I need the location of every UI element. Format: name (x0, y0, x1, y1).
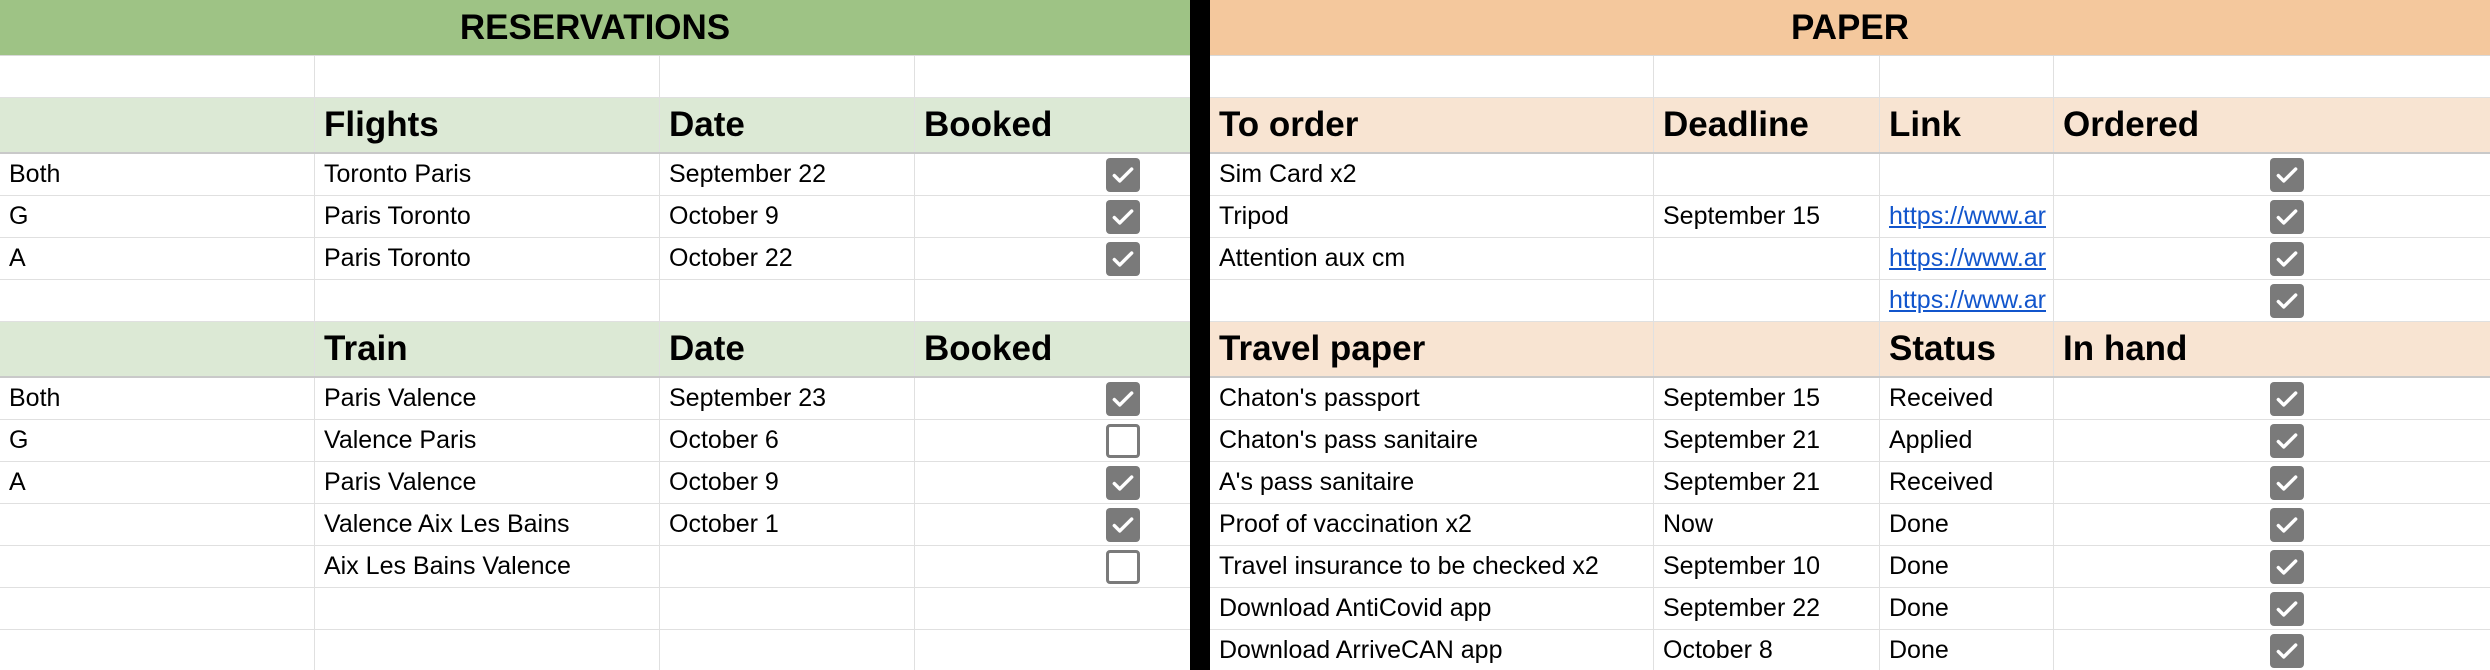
checkbox-checked-icon[interactable] (2270, 242, 2304, 276)
booked-cell[interactable] (915, 504, 1190, 545)
travel-row (1210, 504, 2490, 546)
deadline-cell[interactable] (1654, 154, 1880, 195)
empty-cell[interactable] (315, 588, 660, 629)
item-cell[interactable]: Download ArriveCAN app (1210, 630, 1654, 670)
flights-header-flights[interactable]: Flights (315, 98, 660, 152)
flight-row (0, 196, 1190, 238)
deadline-cell[interactable]: September 15 (1654, 196, 1880, 237)
blank-row (0, 630, 1190, 670)
travel-row (1210, 630, 2490, 670)
deadline-cell[interactable]: September 22 (1654, 588, 1880, 629)
deadline-cell[interactable]: September 21 (1654, 420, 1880, 461)
in-hand-cell[interactable] (2054, 546, 2490, 587)
who-cell[interactable]: Both (0, 378, 315, 419)
train-row (0, 546, 1190, 588)
empty-cell[interactable] (315, 630, 660, 670)
train-header-who[interactable] (0, 322, 315, 376)
item-cell[interactable]: Tripod (1210, 196, 1654, 237)
order-row (1210, 238, 2490, 280)
checkbox-checked-icon[interactable] (2270, 200, 2304, 234)
blank-row (0, 56, 1190, 98)
flight-row (0, 154, 1190, 196)
who-cell[interactable]: G (0, 420, 315, 461)
paper-panel (1210, 0, 2490, 670)
checkbox-checked-icon[interactable] (1106, 242, 1140, 276)
in-hand-cell[interactable] (2054, 588, 2490, 629)
in-hand-cell[interactable] (2054, 462, 2490, 503)
checkbox-checked-icon[interactable] (1106, 382, 1140, 416)
blank-row (0, 588, 1190, 630)
empty-cell[interactable] (660, 280, 915, 321)
checkbox-unchecked-icon[interactable] (1106, 424, 1140, 458)
travel-header-item[interactable]: Travel paper (1210, 322, 1654, 376)
blank-row (1210, 56, 2490, 98)
empty-cell[interactable] (0, 588, 315, 629)
booked-cell[interactable] (915, 378, 1190, 419)
checkbox-checked-icon[interactable] (2270, 424, 2304, 458)
empty-cell[interactable] (1654, 56, 1880, 97)
order-header-link[interactable]: Link (1880, 98, 2054, 152)
empty-cell[interactable] (660, 56, 915, 97)
item-cell[interactable]: Travel insurance to be checked x2 (1210, 546, 1654, 587)
item-cell[interactable]: Sim Card x2 (1210, 154, 1654, 195)
travel-header-in-hand[interactable]: In hand (2063, 329, 2188, 368)
train-header-train[interactable]: Train (315, 322, 660, 376)
empty-cell[interactable] (660, 630, 915, 670)
travel-table-body (1210, 378, 2490, 670)
link[interactable]: https://www.ar (1889, 244, 2046, 272)
link[interactable]: https://www.ar (1889, 286, 2046, 314)
booked-cell[interactable] (915, 546, 1190, 587)
empty-cell[interactable] (2054, 56, 2490, 97)
in-hand-cell[interactable] (2054, 630, 2490, 670)
status-cell[interactable]: Done (1880, 504, 2054, 545)
checkbox-checked-icon[interactable] (2270, 284, 2304, 318)
column-divider (1190, 0, 1210, 670)
blank-row (0, 280, 1190, 322)
in-hand-cell[interactable] (2054, 378, 2490, 419)
link-cell[interactable] (1880, 238, 2054, 279)
who-cell[interactable]: A (0, 238, 315, 279)
date-cell[interactable]: October 1 (660, 504, 915, 545)
travel-row (1210, 378, 2490, 420)
travel-row (1210, 546, 2490, 588)
checkbox-checked-icon[interactable] (2270, 382, 2304, 416)
deadline-cell[interactable] (1654, 280, 1880, 321)
booked-cell[interactable] (915, 420, 1190, 461)
who-cell[interactable] (0, 504, 315, 545)
reservations-title: RESERVATIONS (0, 0, 1190, 56)
checkbox-checked-icon[interactable] (2270, 158, 2304, 192)
empty-cell[interactable] (1210, 56, 1654, 97)
link-cell[interactable] (1880, 196, 2054, 237)
ordered-cell[interactable] (2054, 280, 2490, 321)
booked-cell[interactable] (915, 154, 1190, 195)
booked-cell[interactable] (915, 462, 1190, 503)
status-cell[interactable]: Received (1880, 462, 2054, 503)
date-cell[interactable]: October 9 (660, 462, 915, 503)
empty-cell[interactable] (915, 56, 1190, 97)
status-cell[interactable]: Done (1880, 630, 2054, 670)
checkbox-checked-icon[interactable] (1106, 508, 1140, 542)
order-header-item[interactable]: To order (1210, 98, 1654, 152)
route-cell[interactable]: Paris Toronto (315, 196, 660, 237)
empty-cell[interactable] (315, 56, 660, 97)
booked-cell[interactable] (915, 196, 1190, 237)
order-row (1210, 196, 2490, 238)
who-cell[interactable]: A (0, 462, 315, 503)
who-cell[interactable]: G (0, 196, 315, 237)
checkbox-checked-icon[interactable] (1106, 200, 1140, 234)
ordered-cell[interactable] (2054, 238, 2490, 279)
checkbox-unchecked-icon[interactable] (1106, 550, 1140, 584)
item-cell[interactable]: Chaton's passport (1210, 378, 1654, 419)
checkbox-checked-icon[interactable] (1106, 158, 1140, 192)
flights-table-body (0, 154, 1190, 280)
link[interactable]: https://www.ar (1889, 202, 2046, 230)
empty-cell[interactable] (660, 588, 915, 629)
train-row (0, 378, 1190, 420)
checkbox-checked-icon[interactable] (2270, 592, 2304, 626)
route-cell[interactable]: Aix Les Bains Valence (315, 546, 660, 587)
travel-header-status[interactable]: Status (1880, 322, 2054, 376)
travel-row (1210, 462, 2490, 504)
route-cell[interactable]: Paris Valence (315, 378, 660, 419)
item-cell[interactable]: Attention aux cm (1210, 238, 1654, 279)
status-cell[interactable]: Received (1880, 378, 2054, 419)
ordered-cell[interactable] (2054, 196, 2490, 237)
date-cell[interactable]: September 23 (660, 378, 915, 419)
train-header-row (0, 322, 1190, 378)
train-header-date[interactable]: Date (660, 322, 915, 376)
in-hand-cell[interactable] (2054, 504, 2490, 545)
status-cell[interactable]: Done (1880, 588, 2054, 629)
link-cell[interactable] (1880, 154, 2054, 195)
travel-row (1210, 420, 2490, 462)
deadline-cell[interactable]: September 10 (1654, 546, 1880, 587)
train-row (0, 420, 1190, 462)
travel-row (1210, 588, 2490, 630)
empty-cell[interactable] (0, 56, 315, 97)
train-row (0, 504, 1190, 546)
checkbox-checked-icon[interactable] (2270, 508, 2304, 542)
checkbox-checked-icon[interactable] (2270, 550, 2304, 584)
order-table-body (1210, 154, 2490, 322)
checkbox-checked-icon[interactable] (2270, 634, 2304, 668)
deadline-cell[interactable]: September 21 (1654, 462, 1880, 503)
deadline-cell[interactable] (1654, 238, 1880, 279)
route-cell[interactable]: Paris Valence (315, 462, 660, 503)
item-cell[interactable]: Proof of vaccination x2 (1210, 504, 1654, 545)
item-cell[interactable]: Chaton's pass sanitaire (1210, 420, 1654, 461)
who-cell[interactable]: Both (0, 154, 315, 195)
date-cell[interactable] (660, 546, 915, 587)
item-cell[interactable]: Download AntiCovid app (1210, 588, 1654, 629)
empty-cell[interactable] (0, 280, 315, 321)
paper-title: PAPER (1210, 0, 2490, 56)
booked-cell[interactable] (915, 238, 1190, 279)
route-cell[interactable]: Paris Toronto (315, 238, 660, 279)
flight-row (0, 238, 1190, 280)
deadline-cell[interactable]: September 15 (1654, 378, 1880, 419)
empty-cell[interactable] (915, 280, 1190, 321)
order-row (1210, 154, 2490, 196)
route-cell[interactable]: Toronto Paris (315, 154, 660, 195)
checkbox-checked-icon[interactable] (1106, 466, 1140, 500)
route-cell[interactable]: Valence Paris (315, 420, 660, 461)
ordered-cell[interactable] (2054, 154, 2490, 195)
order-header-row (1210, 98, 2490, 154)
order-header-ordered[interactable]: Ordered (2063, 105, 2200, 144)
empty-cell[interactable] (1880, 56, 2054, 97)
flights-header-row (0, 98, 1190, 154)
order-row (1210, 280, 2490, 322)
flights-header-who[interactable] (0, 98, 315, 152)
in-hand-cell[interactable] (2054, 420, 2490, 461)
item-cell[interactable] (1210, 280, 1654, 321)
empty-cell[interactable] (315, 280, 660, 321)
order-header-deadline[interactable]: Deadline (1654, 98, 1880, 152)
empty-cell[interactable] (0, 630, 315, 670)
travel-header-deadline[interactable] (1654, 322, 1880, 376)
train-table-body (0, 378, 1190, 588)
train-header-booked[interactable]: Booked (924, 329, 1053, 368)
date-cell[interactable]: October 9 (660, 196, 915, 237)
date-cell[interactable]: October 6 (660, 420, 915, 461)
route-cell[interactable]: Valence Aix Les Bains (315, 504, 660, 545)
deadline-cell[interactable]: Now (1654, 504, 1880, 545)
flights-header-date[interactable]: Date (660, 98, 915, 152)
reservations-panel (0, 0, 1190, 670)
status-cell[interactable]: Applied (1880, 420, 2054, 461)
who-cell[interactable] (0, 546, 315, 587)
date-cell[interactable]: September 22 (660, 154, 915, 195)
train-row (0, 462, 1190, 504)
flights-header-booked[interactable]: Booked (924, 105, 1053, 144)
status-cell[interactable]: Done (1880, 546, 2054, 587)
checkbox-checked-icon[interactable] (2270, 466, 2304, 500)
travel-header-row (1210, 322, 2490, 378)
deadline-cell[interactable]: October 8 (1654, 630, 1880, 670)
date-cell[interactable]: October 22 (660, 238, 915, 279)
link-cell[interactable] (1880, 280, 2054, 321)
empty-cell[interactable] (915, 630, 1190, 670)
empty-cell[interactable] (915, 588, 1190, 629)
item-cell[interactable]: A's pass sanitaire (1210, 462, 1654, 503)
